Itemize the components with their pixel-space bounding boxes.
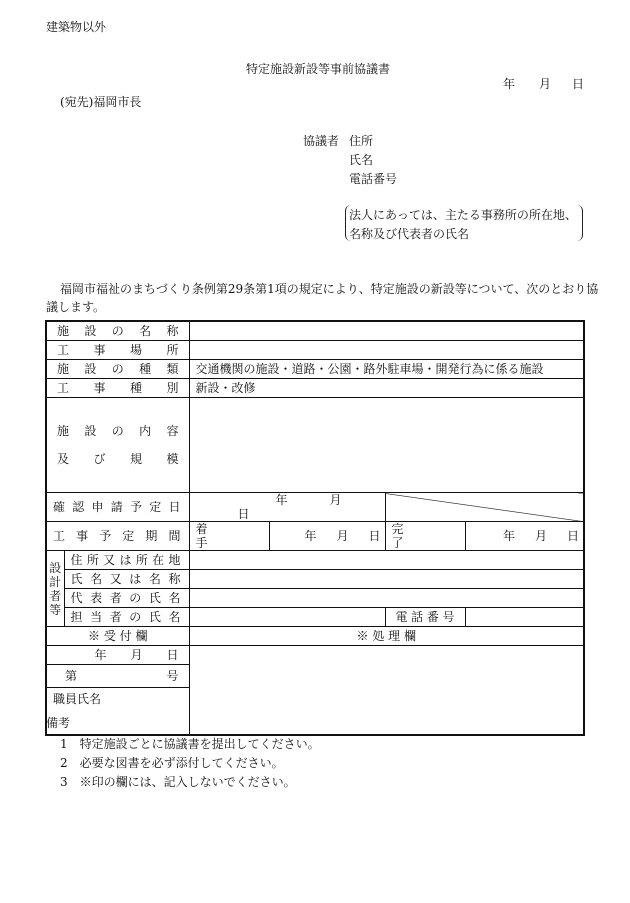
row-designer-rep [46, 589, 584, 608]
designer-side-char: 者 [49, 588, 62, 603]
row-designer-name [46, 570, 584, 589]
remarks-item-number: 3 [60, 775, 68, 789]
designer-rep-label: 代表者の氏名 [64, 589, 189, 608]
remarks-item-text: 特定施設ごとに協議書を提出してください。 [79, 737, 320, 751]
designer-staff-field[interactable] [189, 608, 385, 627]
designer-side-char: 計 [49, 574, 62, 589]
designer-side-char: 設 [49, 560, 62, 575]
facility-type-label: 施設の種類 [46, 360, 189, 379]
applicant-address-label: 住所 [349, 134, 374, 148]
facility-name-field[interactable] [189, 321, 584, 341]
start-date-field[interactable] [269, 522, 385, 551]
applicant-phone-label: 電話番号 [349, 172, 398, 186]
row-work-type [46, 379, 584, 398]
remarks-item-text: 必要な図書を必ず添付してください。 [79, 756, 284, 770]
confirm-date-crossed-cell [385, 493, 584, 522]
addressee: (宛先)福岡市長 [60, 95, 142, 109]
facility-type-field[interactable]: 交通機関の施設・道路・公園・路外駐車場・開発行為に係る施設 [189, 360, 584, 379]
designer-phone-field[interactable] [465, 608, 584, 627]
date-month-label: 月 [539, 77, 552, 91]
reception-header: ※ 受 付 欄 [46, 627, 189, 646]
finish-date-field[interactable] [465, 522, 584, 551]
designer-name-field[interactable] [189, 570, 584, 589]
facility-content-label-line1: 施設の内容 [57, 424, 179, 438]
remarks-heading: 備考 [46, 716, 71, 730]
row-designer-address [46, 551, 584, 570]
remarks-item-text: ※印の欄には、記入しないでください。 [79, 775, 296, 789]
reception-month: 月 [130, 648, 143, 662]
facility-name-label: 施設の名称 [46, 321, 189, 341]
designer-side-char: 等 [49, 602, 62, 617]
row-reception-date [46, 646, 584, 665]
corporate-note-line1: 法人にあっては、主たる事務所の所在地、 [349, 208, 577, 222]
confirm-year: 年 [275, 493, 288, 507]
remarks-item [60, 756, 284, 770]
row-construction-period [46, 522, 584, 551]
intro-line1: 福岡市福祉のまちづくり条例第29条第1項の規定により、特定施設の新設等について、次のとおり協 [60, 282, 599, 296]
reception-number-cell [46, 665, 189, 688]
designer-staff-label: 担当者の氏名 [64, 608, 189, 627]
start-day: 日 [368, 529, 381, 543]
start-label-1: 着 [195, 522, 208, 536]
reception-date-cell [46, 646, 189, 665]
corporate-note-line2: 名称及び代表者の氏名 [349, 227, 470, 241]
processing-header: ※ 処 理 欄 [189, 627, 584, 646]
reception-year: 年 [94, 648, 107, 662]
start-year: 年 [304, 529, 317, 543]
facility-content-field[interactable] [189, 398, 584, 493]
row-confirm-date [46, 493, 584, 522]
construction-site-label: 工事場所 [46, 341, 189, 360]
confirm-date-field[interactable] [189, 493, 385, 522]
facility-content-label-line2: 及び規模 [57, 452, 179, 466]
finish-label-1: 完 [391, 522, 404, 536]
construction-period-label: 工事予定期間 [46, 522, 189, 551]
work-type-field[interactable]: 新設・改修 [189, 379, 584, 398]
row-facility-content [46, 398, 584, 493]
finish-label-cell [385, 522, 465, 551]
applicant-name-label: 氏名 [349, 153, 374, 167]
staff-name-label: 職員氏名 [53, 692, 102, 706]
confirm-day: 日 [237, 507, 250, 521]
construction-site-field[interactable] [189, 341, 584, 360]
designer-side-label [46, 551, 64, 627]
remarks-item [60, 737, 320, 751]
date-year-label: 年 [503, 77, 516, 91]
row-office-header [46, 627, 584, 646]
designer-name-label: 氏名又は名称 [64, 570, 189, 589]
application-table [45, 320, 585, 736]
date-day-label: 日 [572, 77, 585, 91]
remarks-item-number: 2 [60, 756, 68, 770]
reception-number-suffix: 号 [166, 669, 179, 683]
row-designer-staff [46, 608, 584, 627]
processing-field [189, 646, 584, 736]
applicant-label: 協議者 [303, 134, 340, 148]
finish-label-2: 了 [391, 536, 404, 550]
row-facility-type [46, 360, 584, 379]
remarks-item-number: 1 [60, 737, 68, 751]
row-facility-name [46, 321, 584, 341]
reception-number-prefix: 第 [65, 669, 78, 683]
row-construction-site [46, 341, 584, 360]
designer-address-field[interactable] [189, 551, 584, 570]
start-label-2: 手 [195, 536, 208, 550]
finish-year: 年 [502, 529, 515, 543]
intro-line2: 議します。 [46, 300, 106, 314]
finish-month: 月 [534, 529, 547, 543]
finish-day: 日 [567, 529, 580, 543]
form-category: 建築物以外 [46, 20, 107, 34]
work-type-label: 工事種別 [46, 379, 189, 398]
confirm-month: 月 [329, 493, 342, 507]
reception-day: 日 [166, 648, 179, 662]
start-month: 月 [336, 529, 349, 543]
designer-address-label: 住所又は所在地 [64, 551, 189, 570]
start-label-cell [189, 522, 269, 551]
facility-content-label [46, 398, 189, 493]
designer-phone-label: 電話番号 [385, 608, 465, 627]
document-title: 特定施設新設等事前協議書 [246, 62, 391, 76]
designer-rep-field[interactable] [189, 589, 584, 608]
confirm-date-label: 確認申請予定日 [46, 493, 189, 522]
remarks-item [60, 775, 296, 789]
